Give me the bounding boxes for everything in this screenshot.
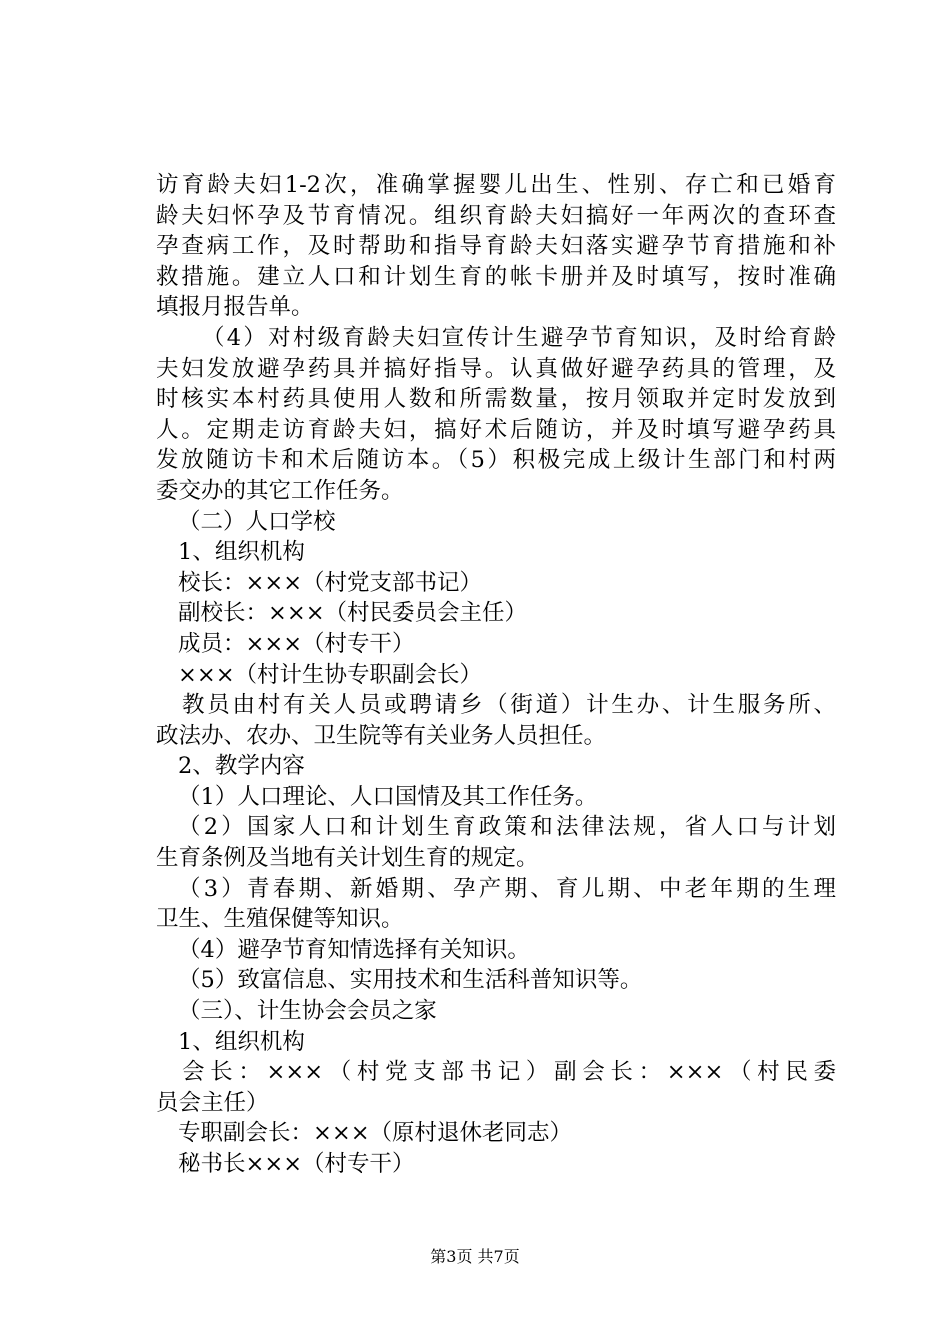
text-line: 副校长：×××（村民委员会主任）: [178, 600, 528, 627]
text-line: （3）青春期、新婚期、孕产期、育儿期、中老年期的生理: [178, 875, 836, 902]
text-line: 时核实本村药具使用人数和所需数量，按月领取并定时发放到: [156, 386, 836, 413]
text-line: （5）致富信息、实用技术和生活科普知识等。: [178, 967, 643, 994]
text-line: 会长：×××（村党支部书记）副会长：×××（村民委: [182, 1059, 836, 1086]
text-line: 教员由村有关人员或聘请乡（街道）计生办、计生服务所、: [182, 692, 836, 719]
text-line: 政法办、农办、卫生院等有关业务人员担任。: [156, 722, 607, 749]
text-line: ×××（村计生协专职副会长）: [178, 661, 483, 688]
text-line: 救措施。建立人口和计划生育的帐卡册并及时填写，按时准确: [156, 263, 836, 290]
text-line: 访育龄夫妇1-2次，准确掌握婴儿出生、性别、存亡和已婚育: [156, 172, 836, 198]
document-body: [156, 170, 836, 1180]
text-line: 生育条例及当地有关计划生育的规定。: [156, 845, 539, 872]
text-line: 填报月报告单。: [156, 294, 314, 321]
text-line: （1）人口理论、人口国情及其工作任务。: [178, 783, 598, 810]
text-line: 校长：×××（村党支部书记）: [178, 569, 483, 596]
page-footer: 第3页 共7页: [430, 1247, 520, 1266]
text-line: 龄夫妇怀孕及节育情况。组织育龄夫妇搞好一年两次的查环查: [156, 202, 836, 229]
text-line: 人。定期走访育龄夫妇，搞好术后随访，并及时填写避孕药具: [156, 416, 836, 443]
text-line: （4）对村级育龄夫妇宣传计生避孕节育知识，及时给育龄: [202, 324, 836, 351]
text-line: 员会主任）: [156, 1089, 269, 1116]
text-line: 委交办的其它工作任务。: [156, 477, 404, 504]
text-line: 1、组织机构: [178, 539, 305, 566]
text-line: 1、组织机构: [178, 1028, 305, 1055]
text-line: 发放随访卡和术后随访本。（5）积极完成上级计生部门和村两: [156, 447, 836, 474]
text-line: （2）国家人口和计划生育政策和法律法规，省人口与计划: [178, 814, 836, 841]
text-line: 2、教学内容: [178, 753, 305, 780]
text-line: （二）人口学校: [178, 508, 336, 535]
text-line: 成员：×××（村专干）: [178, 630, 415, 657]
text-line: 秘书长×××（村专干）: [178, 1151, 415, 1177]
text-line: （4）避孕节育知情选择有关知识。: [178, 936, 530, 963]
text-line: 专职副会长：×××（原村退休老同志）: [178, 1120, 573, 1147]
text-line: 孕查病工作，及时帮助和指导育龄夫妇落实避孕节育措施和补: [156, 233, 836, 260]
text-line: 卫生、生殖保健等知识。: [156, 906, 404, 933]
text-line: 夫妇发放避孕药具并搞好指导。认真做好避孕药具的管理，及: [156, 355, 836, 382]
text-line: （三）、计生协会会员之家: [178, 998, 437, 1025]
